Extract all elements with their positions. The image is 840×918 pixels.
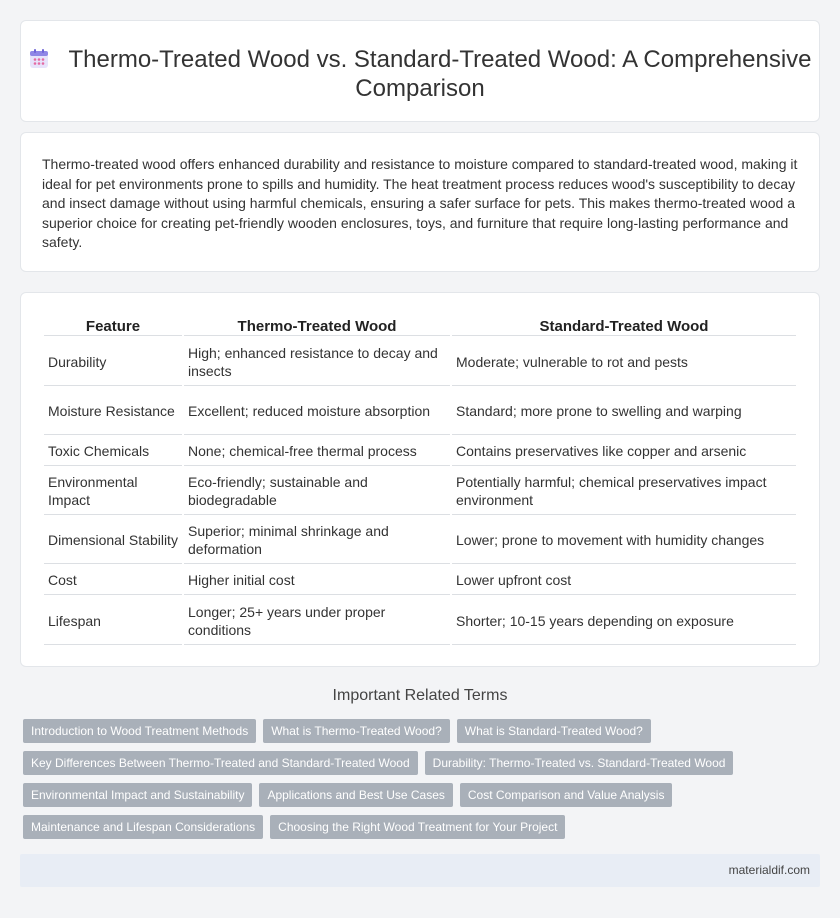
page-title <box>21 45 819 103</box>
footer <box>20 854 820 887</box>
table-cell: Standard; more prone to swelling and warping <box>452 388 796 435</box>
related-term-tag[interactable]: Cost Comparison and Value Analysis <box>460 783 673 807</box>
intro-card <box>20 132 820 272</box>
table-cell: Lower upfront cost <box>452 566 796 595</box>
title-card <box>20 20 820 122</box>
table-cell: Shorter; 10-15 years depending on exposure <box>452 597 796 645</box>
table-cell: Durability <box>44 338 182 386</box>
table-row <box>44 388 796 435</box>
table-row <box>44 566 796 595</box>
column-header: Thermo-Treated Wood <box>184 317 450 336</box>
table-cell: Longer; 25+ years under proper conditions <box>184 597 450 645</box>
related-term-tag[interactable]: Environmental Impact and Sustainability <box>23 783 252 807</box>
comparison-card <box>20 292 820 667</box>
table-cell: High; enhanced resistance to decay and insects <box>184 338 450 386</box>
related-term-tag[interactable]: Applications and Best Use Cases <box>259 783 452 807</box>
table-cell: Moderate; vulnerable to rot and pests <box>452 338 796 386</box>
table-cell: Potentially harmful; chemical preservatives impact environment <box>452 468 796 515</box>
related-term-tag[interactable]: Maintenance and Lifespan Considerations <box>23 815 263 839</box>
intro-paragraph: Thermo-treated wood offers enhanced durability and resistance to moisture compared to standard-treated wood, making it ideal for pet environments prone to spills and humidity. The heat treatment process reduces wood's susceptibility to decay and insect damage without using harmful chemicals, ensuring a safer surface for pets. This makes thermo-treated wood a superior choice for creating pet-friendly wooden enclosures, toys, and furniture that require long-lasting performance and safety. <box>42 156 798 250</box>
table-cell: Contains preservatives like copper and arsenic <box>452 437 796 466</box>
table-cell: Dimensional Stability <box>44 517 182 564</box>
table-cell: Superior; minimal shrinkage and deformation <box>184 517 450 564</box>
table-cell: Lifespan <box>44 597 182 645</box>
related-term-tag[interactable]: What is Standard-Treated Wood? <box>457 719 651 743</box>
related-term-tag[interactable]: Key Differences Between Thermo-Treated and Standard-Treated Wood <box>23 751 418 775</box>
table-cell: Higher initial cost <box>184 566 450 595</box>
table-row <box>44 338 796 386</box>
table-row <box>44 437 796 466</box>
table-cell: Excellent; reduced moisture absorption <box>184 388 450 435</box>
table-cell: Toxic Chemicals <box>44 437 182 466</box>
table-cell: Moisture Resistance <box>44 388 182 435</box>
table-cell: Cost <box>44 566 182 595</box>
comparison-table <box>42 315 798 647</box>
related-term-tag[interactable]: What is Thermo-Treated Wood? <box>263 719 450 743</box>
table-cell: Lower; prone to movement with humidity changes <box>452 517 796 564</box>
table-cell: Environmental Impact <box>44 468 182 515</box>
calendar-grid-icon <box>28 48 50 70</box>
table-row <box>44 517 796 564</box>
table-cell: None; chemical-free thermal process <box>184 437 450 466</box>
related-terms-heading: Important Related Terms <box>332 687 508 704</box>
column-header: Standard-Treated Wood <box>452 317 796 336</box>
related-term-tag[interactable]: Durability: Thermo-Treated vs. Standard-Treated Wood <box>425 751 734 775</box>
footer-site-link[interactable]: materialdif.com <box>728 863 810 877</box>
table-row <box>44 597 796 645</box>
related-term-tag[interactable]: Introduction to Wood Treatment Methods <box>23 719 256 743</box>
column-header: Feature <box>44 317 182 336</box>
page-title-text: Thermo-Treated Wood vs. Standard-Treated Wood: A Comprehensive Comparison <box>68 46 812 102</box>
table-cell: Eco-friendly; sustainable and biodegradable <box>184 468 450 515</box>
related-terms-list <box>23 719 823 847</box>
table-row <box>44 468 796 515</box>
table-header-row <box>44 317 796 336</box>
related-term-tag[interactable]: Choosing the Right Wood Treatment for Your Project <box>270 815 565 839</box>
